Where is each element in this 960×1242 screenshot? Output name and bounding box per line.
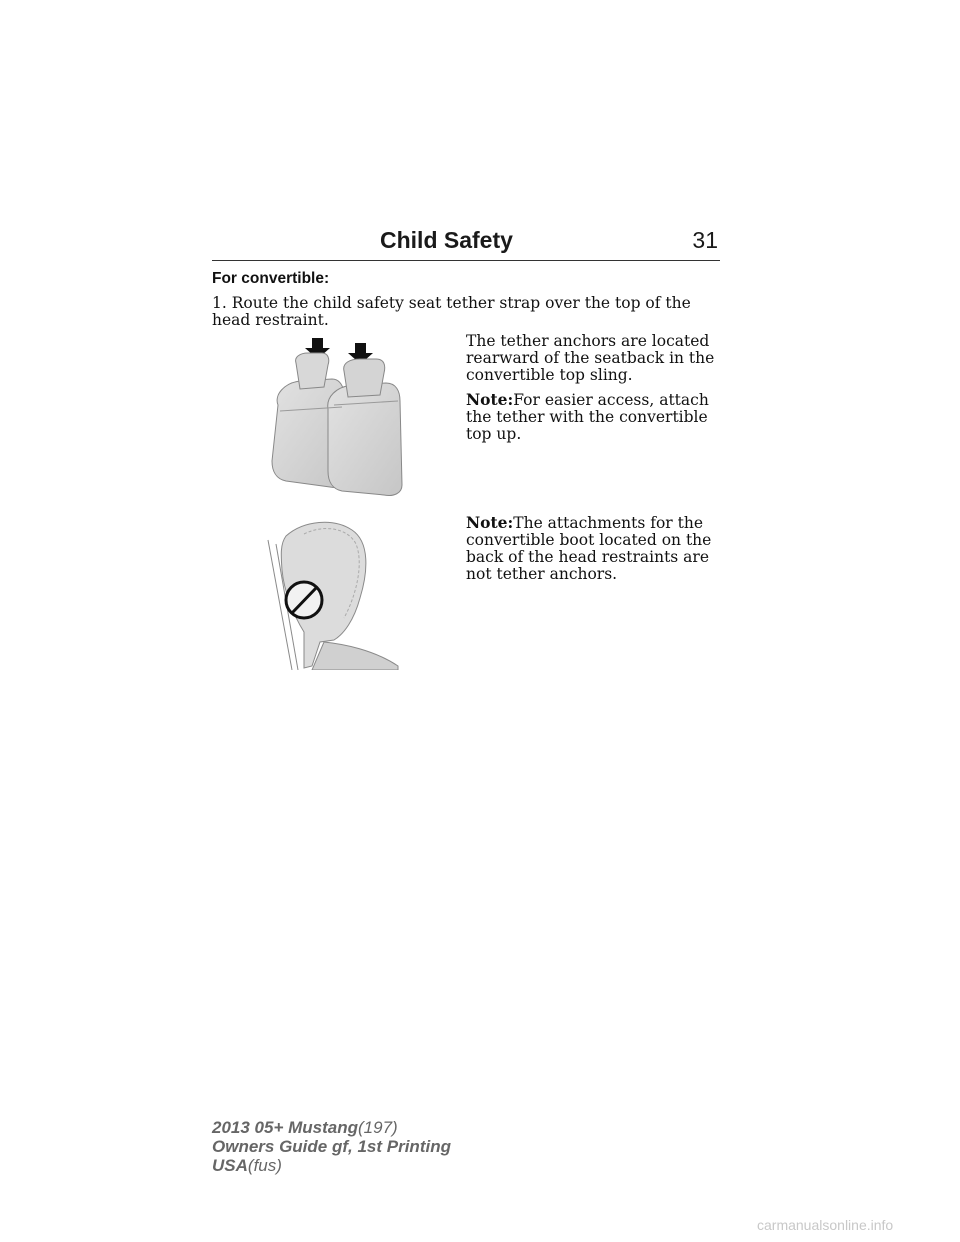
footer-code: (197) — [358, 1118, 398, 1137]
block-1 — [466, 333, 722, 450]
footer-market-code: (fus) — [247, 1156, 282, 1175]
prohibition-icon — [286, 582, 322, 618]
page-number: 31 — [692, 227, 718, 253]
note-text: For easier access, attach the tether with the convertible top up. — [466, 391, 709, 443]
tether-anchor-paragraph: The tether anchors are located rearward of the seatback in the convertible top sling. — [466, 332, 715, 384]
note-label: Note: — [466, 390, 514, 409]
note-label: Note: — [466, 513, 514, 532]
footer-line-1 — [212, 1118, 451, 1137]
footer-line-3 — [212, 1156, 451, 1175]
footer-model: 2013 05+ Mustang — [212, 1118, 358, 1137]
page-header — [212, 227, 720, 261]
rear-seat-illustration — [264, 335, 412, 497]
note-paragraph-1 — [466, 391, 722, 443]
footer-line-2 — [212, 1137, 451, 1156]
footer-guide: Owners Guide gf, 1st Printing — [212, 1137, 451, 1156]
footer — [212, 1118, 451, 1175]
section-heading: For convertible: — [212, 270, 330, 287]
footer-market: USA — [212, 1156, 248, 1175]
watermark: carmanualsonline.info — [757, 1217, 894, 1233]
note-paragraph-2 — [466, 514, 722, 583]
head-restraint-illustration — [264, 520, 404, 670]
page-title: Child Safety — [380, 227, 513, 253]
header-divider — [212, 260, 720, 261]
block-2 — [466, 514, 722, 590]
note-text: The attachments for the convertible boot located on the back of the head restraints are not tether anchors. — [466, 514, 712, 583]
step-1-text: 1. Route the child safety seat tether strap over the top of the head restraint. — [212, 294, 691, 329]
